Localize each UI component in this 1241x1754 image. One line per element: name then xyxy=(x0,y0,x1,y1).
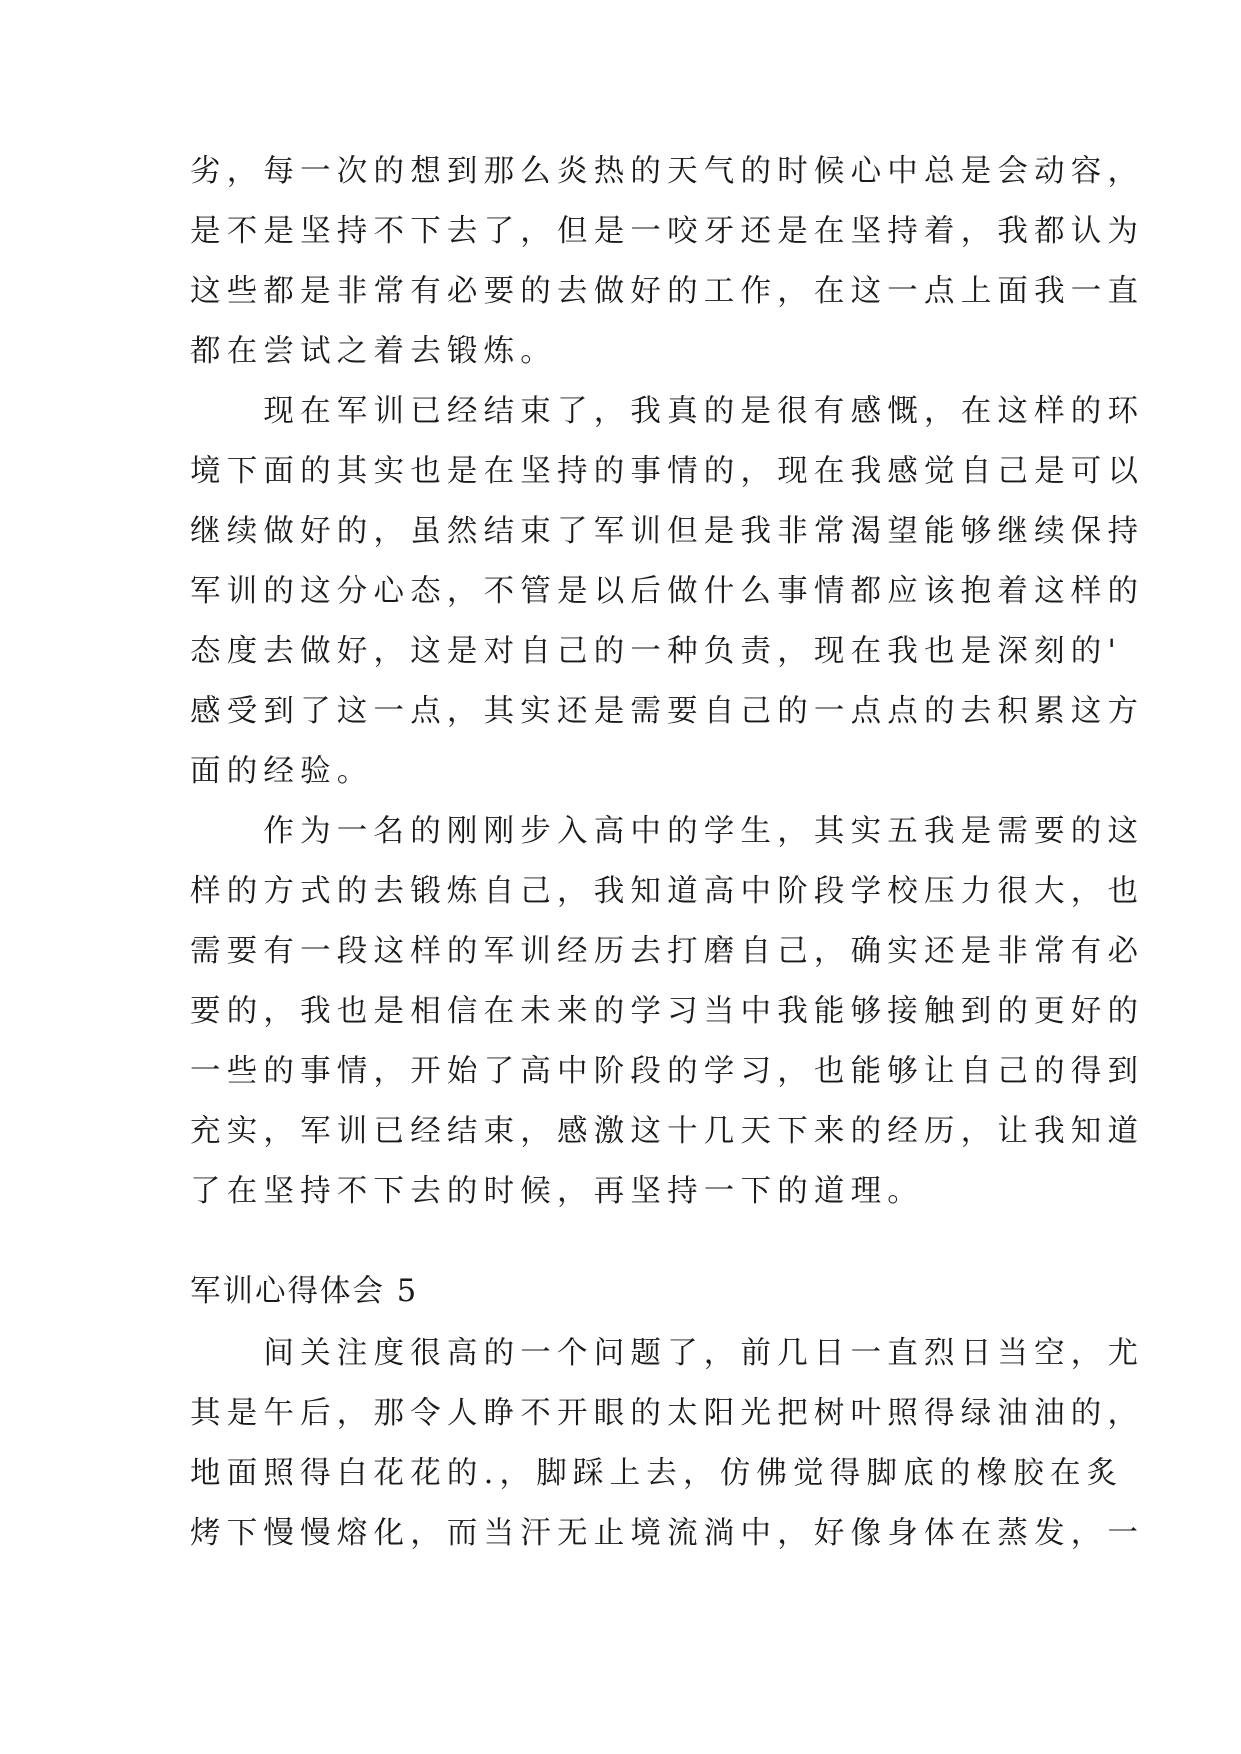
text-line: 继续做好的，虽然结束了军训但是我非常渴望能够继续保持 xyxy=(190,514,1145,549)
text-line: 这些都是非常有必要的去做好的工作，在这一点上面我一直 xyxy=(190,274,1145,309)
text-line: 烤下慢慢熔化，而当汗无止境流淌中，好像身体在蒸发，一 xyxy=(190,1516,1145,1551)
text-line: 劣，每一次的想到那么炎热的天气的时候心中总是会动容， xyxy=(190,154,1145,189)
document-page xyxy=(190,0,1145,1754)
text-line: 都在尝试之着去锻炼。 xyxy=(190,334,557,369)
text-line: 作为一名的刚刚步入高中的学生，其实五我是需要的这 xyxy=(190,814,1145,849)
text-line: 一些的事情，开始了高中阶段的学习，也能够让自己的得到 xyxy=(190,1054,1145,1089)
text-line: 境下面的其实也是在坚持的事情的，现在我感觉自己是可以 xyxy=(190,454,1145,489)
text-line: 感受到了这一点，其实还是需要自己的一点点的去积累这方 xyxy=(190,694,1145,729)
text-line: 要的，我也是相信在未来的学习当中我能够接触到的更好的 xyxy=(190,994,1145,1029)
text-line: 地面照得白花花的.，脚踩上去，仿佛觉得脚底的橡胶在炙 xyxy=(190,1456,1124,1491)
text-line: 现在军训已经结束了，我真的是很有感慨，在这样的环 xyxy=(190,394,1145,429)
text-line: 军训的这分心态，不管是以后做什么事情都应该抱着这样的 xyxy=(190,574,1145,609)
text-line: 充实，军训已经结束，感激这十几天下来的经历，让我知道 xyxy=(190,1114,1145,1149)
text-line: 间关注度很高的一个问题了，前几日一直烈日当空，尤 xyxy=(190,1336,1145,1371)
text-line: 面的经验。 xyxy=(190,754,374,789)
text-line: 态度去做好，这是对自己的一种负责，现在我也是深刻的' xyxy=(190,634,1123,669)
text-line: 了在坚持不下去的时候，再坚持一下的道理。 xyxy=(190,1174,924,1209)
section-heading: 军训心得体会 5 xyxy=(190,1274,419,1309)
text-line: 是不是坚持不下去了，但是一咬牙还是在坚持着，我都认为 xyxy=(190,214,1145,249)
text-line: 需要有一段这样的军训经历去打磨自己，确实还是非常有必 xyxy=(190,934,1145,969)
text-line: 样的方式的去锻炼自己，我知道高中阶段学校压力很大，也 xyxy=(190,874,1145,909)
text-line: 其是午后，那令人睁不开眼的太阳光把树叶照得绿油油的， xyxy=(190,1396,1145,1431)
